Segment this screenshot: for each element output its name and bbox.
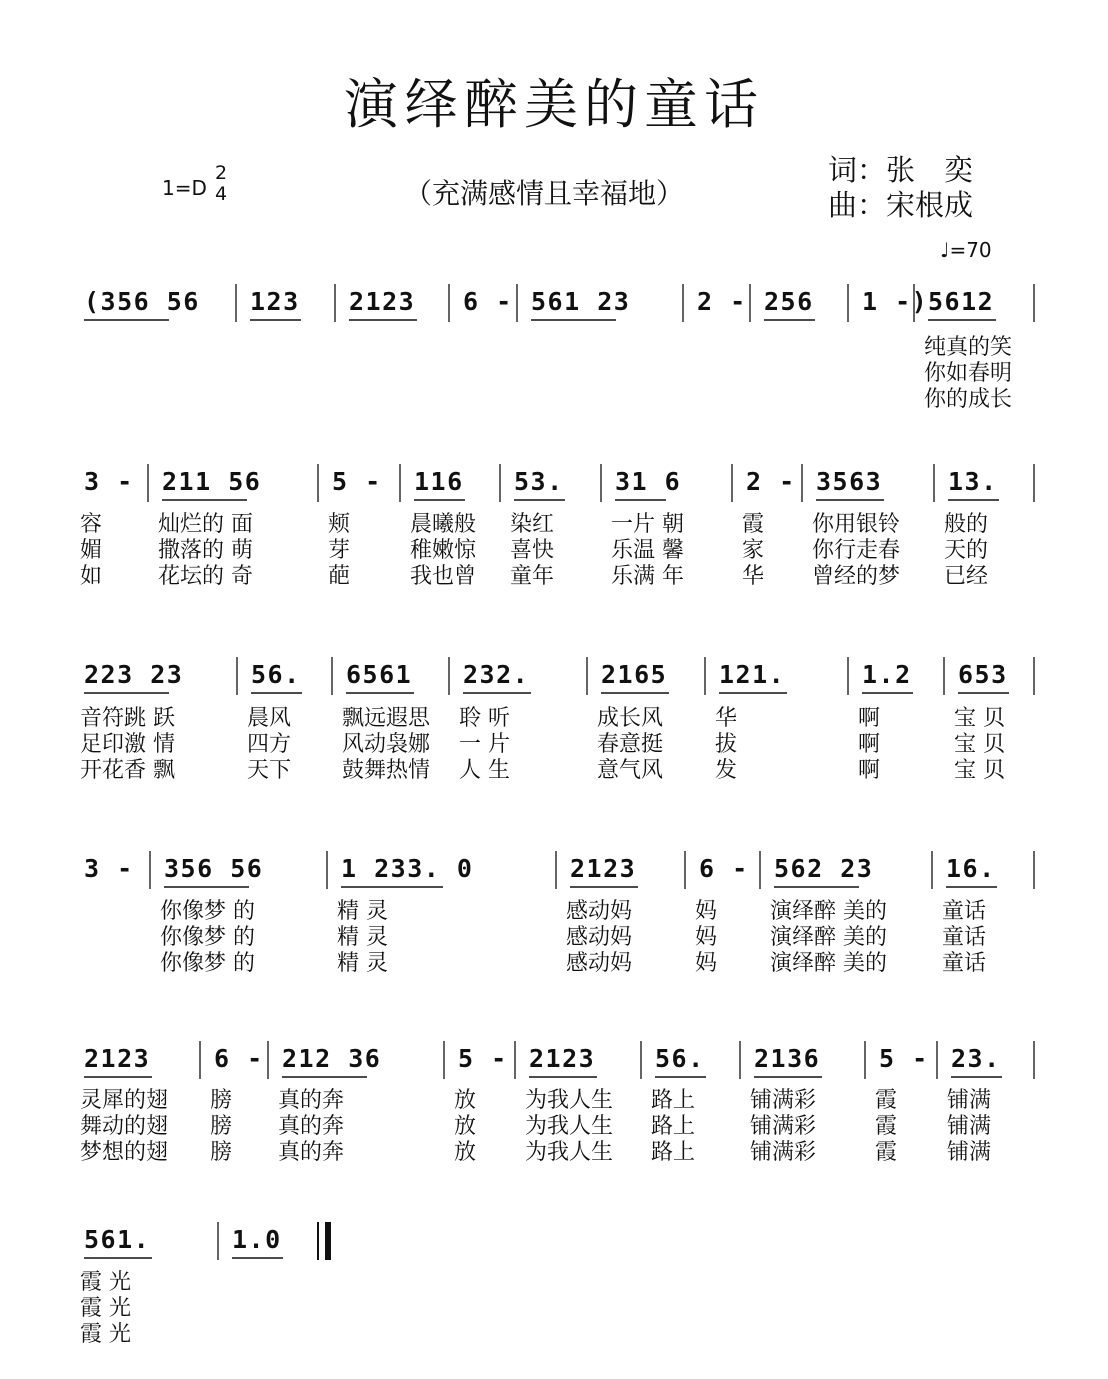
measure-notes: 23. <box>951 1044 1001 1073</box>
measure-notes: 212 36 <box>282 1044 382 1073</box>
lyric-verse-3: 意气风 <box>597 758 664 783</box>
lyric-verse-3: 华 <box>742 564 765 589</box>
time-signature-bottom: 4 <box>214 183 228 205</box>
lyric-verse-1: 童话 <box>942 899 987 924</box>
lyric-verse-3: 乐满 年 <box>611 564 684 589</box>
lyric-verse-2: 家 <box>742 538 765 563</box>
lyric-verse-3: 梦想的翅 <box>80 1140 169 1165</box>
lyric-verse-2: 媚 <box>80 538 103 563</box>
lyric-verse-1: 一片 朝 <box>611 512 684 537</box>
lyric-verse-2: 四方 <box>247 732 292 757</box>
lyric-verse-3: 霞 <box>875 1140 898 1165</box>
lyric-verse-1: 真的奔 <box>278 1088 345 1113</box>
measure-notes: 6 - <box>463 287 513 316</box>
lyric-verse-3: 葩 <box>328 564 351 589</box>
lyric-verse-1: 你像梦 的 <box>160 899 255 924</box>
measure-notes: 256 <box>764 287 814 316</box>
measure-notes: 1 233. 0 <box>341 854 474 883</box>
lyric-verse-3: 演绎醉 美的 <box>770 951 887 976</box>
lyric-verse-1: 膀 <box>210 1088 233 1113</box>
measure-notes: 56. <box>655 1044 705 1073</box>
lyric-verse-2: 霞 光 <box>80 1296 131 1321</box>
lyric-verse-3: 花坛的 奇 <box>158 564 253 589</box>
measure-notes: 2123 <box>84 1044 151 1073</box>
lyric-verse-1: 放 <box>454 1088 477 1113</box>
lyric-verse-3: 放 <box>454 1140 477 1165</box>
measure-notes: (356 56 <box>84 287 200 316</box>
measure-notes: 1.2 <box>862 660 912 689</box>
lyric-verse-1: 般的 <box>944 512 989 537</box>
lyric-verse-2: 春意挺 <box>597 732 664 757</box>
measure-notes: 5 - <box>879 1044 929 1073</box>
lyric-verse-2: 铺满 <box>947 1114 992 1139</box>
measure-notes: 3 - <box>84 467 134 496</box>
measure-notes: 116 <box>414 467 464 496</box>
lyric-verse-2: 霞 <box>875 1114 898 1139</box>
measure-notes: 5 - <box>458 1044 508 1073</box>
lyric-verse-3: 曾经的梦 <box>812 564 901 589</box>
lyric-verse-1: 容 <box>80 512 103 537</box>
measure-notes: 56. <box>251 660 301 689</box>
lyric-verse-3: 发 <box>715 758 738 783</box>
key-signature: 1=D <box>162 176 207 200</box>
lyric-verse-3: 童话 <box>942 951 987 976</box>
measure-notes: 5 - <box>332 467 382 496</box>
lyric-verse-2: 风动袅娜 <box>342 732 431 757</box>
lyric-verse-1: 晨曦般 <box>410 512 477 537</box>
lyric-verse-2: 真的奔 <box>278 1114 345 1139</box>
lyric-verse-1: 宝 贝 <box>954 706 1005 731</box>
lyric-verse-3: 已经 <box>944 564 989 589</box>
lyric-verse-1: 妈 <box>695 899 718 924</box>
lyric-verse-2: 足印激 情 <box>80 732 175 757</box>
measure-notes: 2165 <box>601 660 668 689</box>
lyric-verse-2: 稚嫩惊 <box>410 538 477 563</box>
lyric-verse-1: 成长风 <box>597 706 664 731</box>
measure-notes: 653 <box>958 660 1008 689</box>
lyric-verse-1: 霞 <box>875 1088 898 1113</box>
lyric-verse-2: 你如春明 <box>924 361 1013 386</box>
lyric-verse-3: 童年 <box>510 564 555 589</box>
lyric-verse-3: 妈 <box>695 951 718 976</box>
lyric-verse-2: 演绎醉 美的 <box>770 925 887 950</box>
lyric-verse-2: 天的 <box>944 538 989 563</box>
lyric-verse-3: 真的奔 <box>278 1140 345 1165</box>
lyric-verse-1: 感动妈 <box>566 899 633 924</box>
lyric-verse-3: 我也曾 <box>410 564 477 589</box>
measure-notes: 356 56 <box>164 854 264 883</box>
measure-notes: 562 23 <box>774 854 874 883</box>
lyric-verse-2: 感动妈 <box>566 925 633 950</box>
measure-notes: 211 56 <box>162 467 262 496</box>
lyric-verse-1: 染红 <box>510 512 555 537</box>
lyric-verse-3: 精 灵 <box>337 951 388 976</box>
lyric-verse-3: 路上 <box>651 1140 696 1165</box>
measure-notes: 53. <box>514 467 564 496</box>
lyric-verse-2: 精 灵 <box>337 925 388 950</box>
measure-notes: 561. <box>84 1225 151 1254</box>
lyric-verse-1: 啊 <box>858 706 881 731</box>
lyric-verse-3: 感动妈 <box>566 951 633 976</box>
lyric-verse-1: 音符跳 跃 <box>80 706 175 731</box>
lyric-verse-1: 飘远遐思 <box>342 706 431 731</box>
measure-notes: 2 - <box>746 467 796 496</box>
measure-notes: 1.0 <box>232 1225 282 1254</box>
lyric-verse-1: 铺满 <box>947 1088 992 1113</box>
lyric-verse-3: 啊 <box>858 758 881 783</box>
measure-notes: 6561 <box>346 660 413 689</box>
lyric-verse-2: 你行走春 <box>812 538 901 563</box>
lyric-verse-1: 纯真的笑 <box>924 335 1013 360</box>
lyric-verse-1: 聆 听 <box>459 706 510 731</box>
song-title: 演绎醉美的童话 <box>344 73 764 136</box>
composer-credit: 曲：宋根成 <box>828 188 974 222</box>
lyric-verse-1: 灿烂的 面 <box>158 512 253 537</box>
measure-notes: 2123 <box>529 1044 596 1073</box>
lyric-verse-1: 晨风 <box>247 706 292 731</box>
measure-notes: 123 <box>250 287 300 316</box>
quarter-note-icon: ♩ <box>940 238 950 262</box>
measure-notes: 223 23 <box>84 660 184 689</box>
lyric-verse-1: 华 <box>715 706 738 731</box>
lyricist-credit: 词：张 奕 <box>828 153 974 187</box>
measure-notes: 2123 <box>570 854 637 883</box>
lyric-verse-2: 宝 贝 <box>954 732 1005 757</box>
lyric-verse-2: 放 <box>454 1114 477 1139</box>
lyric-verse-1: 精 灵 <box>337 899 388 924</box>
measure-notes: 2123 <box>349 287 416 316</box>
lyric-verse-3: 你像梦 的 <box>160 951 255 976</box>
lyric-verse-3: 开花香 飘 <box>80 758 175 783</box>
lyric-verse-2: 铺满彩 <box>750 1114 817 1139</box>
measure-notes: 121. <box>719 660 786 689</box>
lyric-verse-2: 路上 <box>651 1114 696 1139</box>
measure-notes: 5612 <box>928 287 995 316</box>
measure-notes: 3563 <box>816 467 883 496</box>
lyric-verse-2: 拔 <box>715 732 738 757</box>
measure-notes: 16. <box>946 854 996 883</box>
lyric-verse-2: 为我人生 <box>525 1114 614 1139</box>
lyric-verse-1: 灵犀的翅 <box>80 1088 169 1113</box>
measure-notes: 2136 <box>754 1044 821 1073</box>
lyric-verse-3: 为我人生 <box>525 1140 614 1165</box>
lyric-verse-2: 撒落的 萌 <box>158 538 253 563</box>
lyric-verse-2: 乐温 馨 <box>611 538 684 563</box>
lyric-verse-3: 天下 <box>247 758 292 783</box>
lyric-verse-2: 芽 <box>328 538 351 563</box>
lyric-verse-1: 铺满彩 <box>750 1088 817 1113</box>
lyric-verse-2: 一 片 <box>459 732 510 757</box>
lyric-verse-3: 如 <box>80 564 103 589</box>
lyric-verse-2: 舞动的翅 <box>80 1114 169 1139</box>
lyric-verse-1: 霞 <box>742 512 765 537</box>
tempo-value: =70 <box>949 238 992 262</box>
lyric-verse-1: 演绎醉 美的 <box>770 899 887 924</box>
measure-notes: 232. <box>463 660 530 689</box>
lyric-verse-1: 为我人生 <box>525 1088 614 1113</box>
lyric-verse-2: 啊 <box>858 732 881 757</box>
lyric-verse-2: 膀 <box>210 1114 233 1139</box>
lyric-verse-1: 路上 <box>651 1088 696 1113</box>
lyric-verse-3: 铺满彩 <box>750 1140 817 1165</box>
lyric-verse-3: 膀 <box>210 1140 233 1165</box>
lyric-verse-3: 鼓舞热情 <box>342 758 431 783</box>
measure-notes: 6 - <box>699 854 749 883</box>
measure-notes: 31 6 <box>615 467 682 496</box>
lyric-verse-3: 人 生 <box>459 758 510 783</box>
measure-notes: 2 - <box>697 287 747 316</box>
lyric-verse-2: 妈 <box>695 925 718 950</box>
lyric-verse-3: 你的成长 <box>924 387 1013 412</box>
lyric-verse-3: 宝 贝 <box>954 758 1005 783</box>
measure-notes: 3 - <box>84 854 134 883</box>
lyric-verse-2: 喜快 <box>510 538 555 563</box>
lyric-verse-1: 霞 光 <box>80 1270 131 1295</box>
lyric-verse-1: 你用银铃 <box>812 512 901 537</box>
lyric-verse-2: 你像梦 的 <box>160 925 255 950</box>
measure-notes: 6 - <box>214 1044 264 1073</box>
expression-mark: （充满感情且幸福地） <box>404 177 685 210</box>
lyric-verse-3: 霞 光 <box>80 1322 131 1347</box>
measure-notes: 561 23 <box>531 287 631 316</box>
lyric-verse-1: 颊 <box>328 512 351 537</box>
lyric-verse-2: 童话 <box>942 925 987 950</box>
time-signature-top: 2 <box>214 162 228 184</box>
measure-notes: 1 -) <box>862 287 929 316</box>
measure-notes: 13. <box>948 467 998 496</box>
lyric-verse-3: 铺满 <box>947 1140 992 1165</box>
